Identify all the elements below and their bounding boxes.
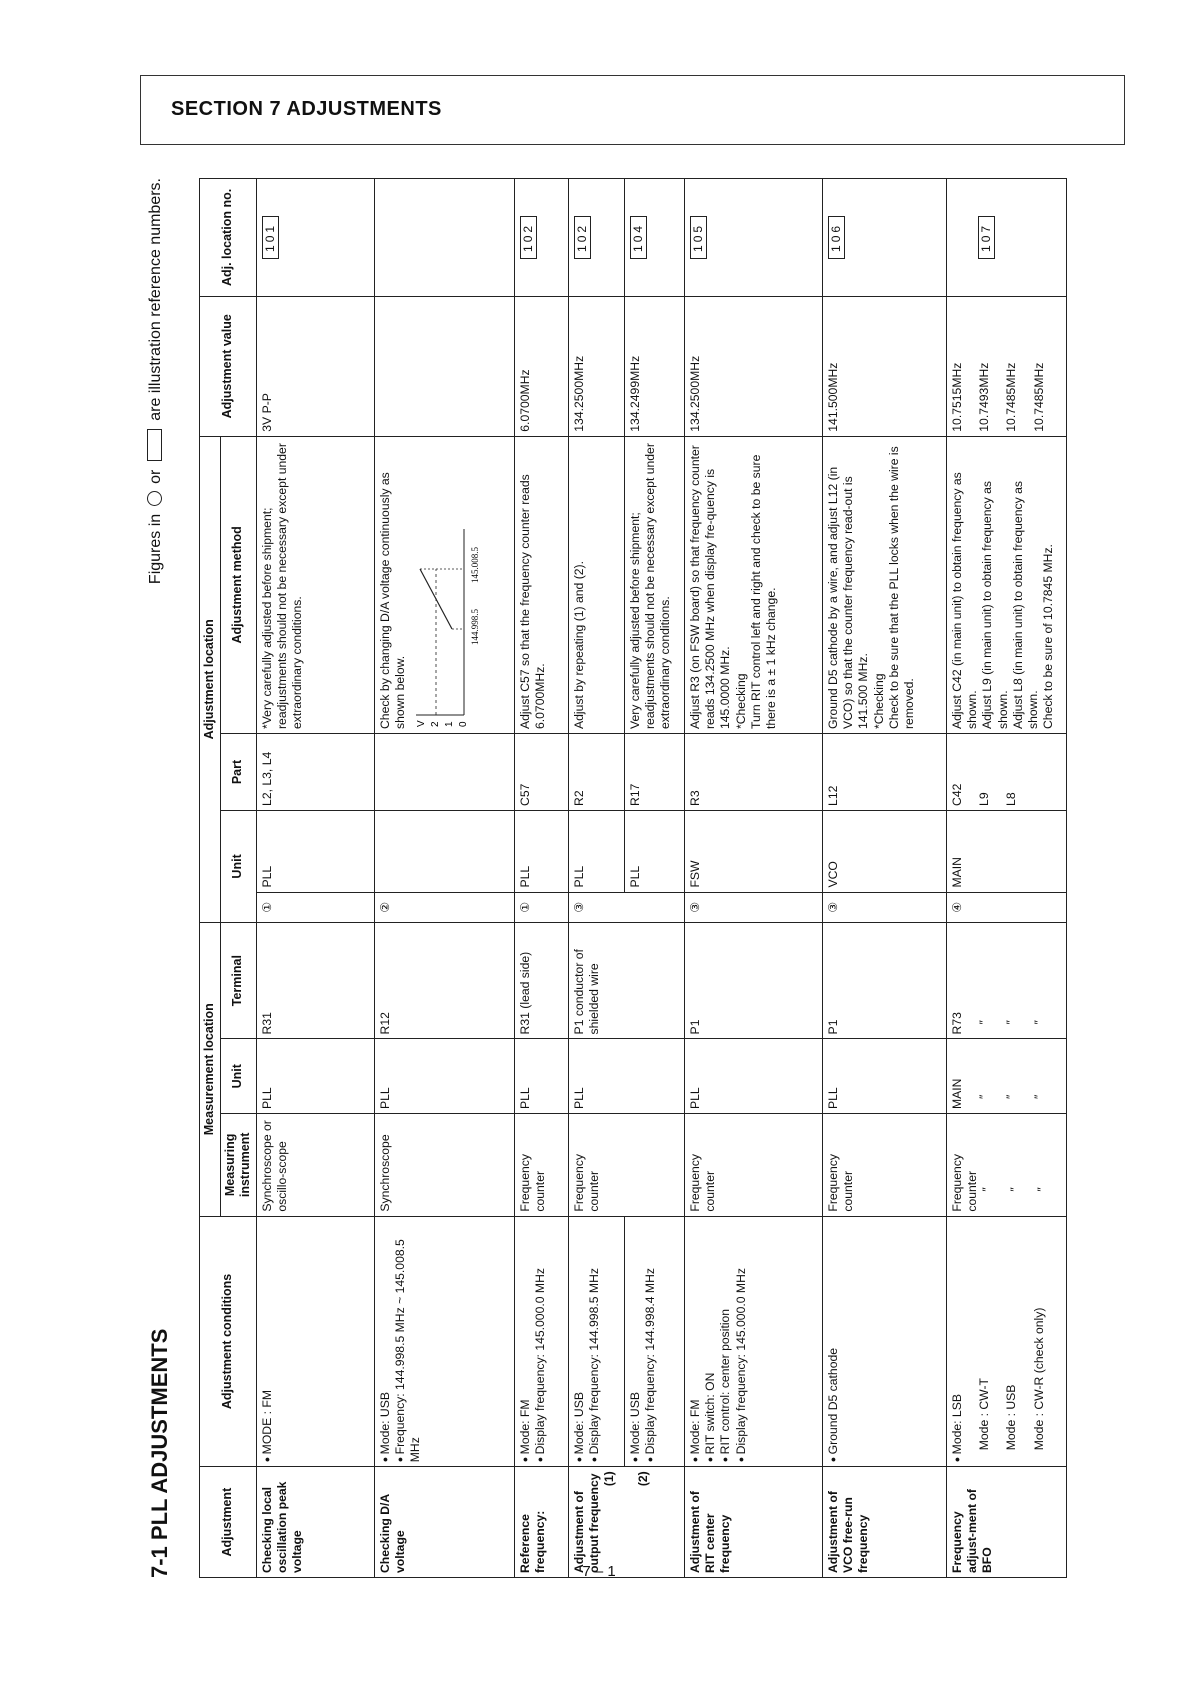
terminal: [946, 922, 1066, 1039]
value: 134.2499MHz: [624, 296, 684, 436]
method-text: Check by changing D/A voltage continuously as shown below.: [377, 472, 408, 730]
value: [374, 296, 514, 436]
terminal: R31: [256, 922, 374, 1039]
value: 141.500MHz: [822, 296, 946, 436]
value: 134.2500MHz: [568, 296, 624, 436]
adjust-unit: MAIN: [946, 810, 1066, 892]
ditto-mark: ″: [1031, 1020, 1046, 1025]
adj-no-cell: [568, 179, 624, 297]
condition: ● Display frequency: 145.000.0 MHz: [533, 1221, 548, 1463]
method: [374, 436, 514, 733]
graph-tick-0: 0: [458, 721, 470, 728]
measure-unit: PLL: [256, 1039, 374, 1114]
condition: ● RIT control: center position: [718, 1221, 733, 1463]
condition: ● MODE : FM: [260, 1221, 275, 1463]
adjustment-name: Adjustment of VCO free-run frequency: [822, 1467, 946, 1578]
condition: ● Ground D5 cathode: [826, 1221, 841, 1463]
graph-x-label-1: 144.998.5: [470, 609, 481, 646]
rotated-content: [147, 178, 1127, 1578]
condition: Mode : CW-R (check only): [1031, 1307, 1046, 1451]
table-row: [946, 179, 1066, 1578]
ditto-mark: ″: [1031, 1094, 1046, 1100]
adj-no-cell: [946, 179, 1066, 297]
col-method: Adjustment method: [220, 436, 256, 733]
col-adj-no: Adj. location no.: [200, 179, 257, 297]
adjust-unit: PLL: [624, 810, 684, 892]
conditions: [514, 1216, 568, 1467]
ditto-mark: ″: [1007, 1187, 1022, 1192]
measure-unit: PLL: [374, 1039, 514, 1114]
adjustment-name: Adjustment of RIT center frequency: [684, 1467, 822, 1578]
method-check-text: Check to be sure that the PLL locks when the wire is removed.: [886, 446, 917, 730]
method: *Very carefully adjusted before shipment; readjustments should not be necessary except under extraordinary conditions.: [256, 436, 374, 733]
value: 3V P-P: [256, 296, 374, 436]
adjustment-name: Reference frequency:: [514, 1467, 568, 1578]
conditions: [822, 1216, 946, 1467]
ditto-mark: ″: [980, 1187, 995, 1192]
circle-symbol-icon: [147, 491, 162, 506]
adjust-unit: PLL: [256, 810, 374, 892]
terminal: R31 (lead side): [514, 922, 568, 1039]
terminal: R12: [374, 922, 514, 1039]
col-m-unit: Unit: [220, 1039, 256, 1114]
part-text: L8: [1004, 792, 1019, 806]
terminal: P1 conductor of shielded wire: [568, 922, 684, 1039]
graph-x-label-2: 145.008.5: [470, 547, 481, 584]
method: Adjust by repeating (1) and (2).: [568, 436, 624, 733]
table-row: [256, 179, 374, 1578]
part: L12: [822, 734, 946, 811]
pll-adjustments-table: [199, 178, 1067, 1578]
graph-tick-2: 2: [430, 721, 442, 728]
conditions: [684, 1216, 822, 1467]
value-text: 10.7485MHz: [1004, 362, 1019, 432]
method: Very carefully adjusted before shipment; readjustments should not be necessary except under extraordinary conditions.: [624, 436, 684, 733]
col-conditions: Adjustment conditions: [200, 1216, 257, 1467]
condition: ● Mode: LSB: [950, 1221, 965, 1463]
part: R2: [568, 734, 624, 811]
method: [946, 436, 1066, 733]
condition: ● Display frequency: 144.998.5 MHz: [587, 1221, 602, 1463]
measure-unit: PLL: [684, 1039, 822, 1114]
adj-no-badge: 104: [630, 216, 647, 259]
method-text: Adjust L8 (in main unit) to obtain frequency as shown.: [1010, 481, 1041, 730]
col-adj-unit: Unit: [220, 810, 256, 922]
method-text: Check to be sure of 10.7845 MHz.: [1041, 544, 1056, 730]
col-measurement-location: Measurement location: [200, 922, 221, 1216]
ditto-mark: ″: [977, 1094, 992, 1100]
instrument: Frequency counter: [568, 1114, 684, 1217]
adj-no-badge: 102: [520, 216, 537, 259]
adj-no-cell: [822, 179, 946, 297]
circled-ref: ③: [684, 892, 822, 922]
adj-no-cell: [256, 179, 374, 297]
circled-ref: ④: [946, 892, 1066, 922]
instrument-text: Frequency counter: [949, 1154, 980, 1212]
condition: Mode : CW-T: [977, 1378, 992, 1451]
part-text: C42: [949, 783, 964, 806]
adj-no-cell: [684, 179, 822, 297]
col-terminal: Terminal: [220, 922, 256, 1039]
adj-no-cell: [624, 179, 684, 297]
adjust-unit: VCO: [822, 810, 946, 892]
table-row: [624, 179, 684, 1578]
ditto-mark: ″: [1034, 1187, 1049, 1192]
adj-no-badge: 106: [828, 216, 845, 259]
instrument: Frequency counter: [822, 1114, 946, 1217]
adj-no-cell: [374, 179, 514, 297]
adjustment-name: Checking local oscillation peak voltage: [256, 1467, 374, 1578]
part: [374, 734, 514, 811]
condition: ● RIT switch: ON: [703, 1221, 718, 1463]
circled-ref: ③: [568, 892, 684, 922]
box-symbol-icon: [147, 429, 162, 461]
adjust-unit: PLL: [568, 810, 624, 892]
method: [684, 436, 822, 733]
ditto-mark: ″: [977, 1020, 992, 1025]
subsection-title: 7-1 PLL ADJUSTMENTS: [147, 1328, 172, 1578]
method-check-text: Turn RIT control left and right and check to be sure there is a ± 1 kHz change.: [748, 454, 779, 730]
method-text: Ground D5 cathode by a wire, and adjust L12 (in VCO) so that the counter frequency read-out is 141.500 MHz.: [825, 466, 871, 730]
method: [822, 436, 946, 733]
circled-ref: ①: [256, 892, 374, 922]
table-row: [514, 179, 568, 1578]
reference-note: [147, 178, 165, 584]
condition: ● Mode: USB: [378, 1221, 393, 1463]
instrument: Frequency counter: [684, 1114, 822, 1217]
method-check-label: *Checking: [871, 673, 886, 730]
condition: ● Display frequency: 144.998.4 MHz: [643, 1221, 658, 1463]
part: L2, L3, L4: [256, 734, 374, 811]
method-text: Adjust L9 (in main unit) to obtain frequency as shown.: [980, 481, 1010, 730]
value: [946, 296, 1066, 436]
method: Adjust C57 so that the frequency counter reads 6.0700MHz.: [514, 436, 568, 733]
col-instrument: Measuring instrument: [220, 1114, 256, 1217]
part: C57: [514, 734, 568, 811]
col-adjustment: Adjustment: [200, 1467, 257, 1578]
adj-no-badge: 102: [574, 216, 591, 259]
condition: ● Frequency: 144.998.5 MHz ~ 145.008.5 MHz: [393, 1221, 424, 1463]
measure-unit: PLL: [568, 1039, 684, 1114]
value-text: 10.7485MHz: [1031, 362, 1046, 432]
table-row: [568, 179, 624, 1578]
terminal-text: R73: [949, 1012, 964, 1035]
measure-unit: PLL: [514, 1039, 568, 1114]
measure-unit: PLL: [822, 1039, 946, 1114]
sub-number: (1): [602, 1471, 617, 1487]
note-after: are illustration reference numbers.: [147, 178, 164, 421]
circled-ref: ②: [374, 892, 514, 922]
table-row: [374, 179, 514, 1578]
adjustment-name-text: Adjustment of output frequency: [571, 1473, 602, 1573]
ditto-mark: ″: [1004, 1094, 1019, 1100]
circled-ref: ①: [514, 892, 568, 922]
value: 134.2500MHz: [684, 296, 822, 436]
circled-ref: ③: [822, 892, 946, 922]
adjustment-name: Checking D/A voltage: [374, 1467, 514, 1578]
instrument: Frequency counter: [514, 1114, 568, 1217]
section-header-box: [140, 75, 1125, 145]
adj-no-badge: 105: [690, 216, 707, 259]
adjust-unit: PLL: [514, 810, 568, 892]
adjust-unit: [374, 810, 514, 892]
note-before: Figures in: [147, 513, 164, 585]
section-title: SECTION 7 ADJUSTMENTS: [171, 98, 442, 120]
col-value: Adjustment value: [200, 296, 257, 436]
method-text: Adjust R3 (on FSW board) so that frequency counter reads 134.2500 MHz when display fre-quency is 145.0000 MHz.: [687, 445, 733, 730]
instrument: Synchroscope or oscillo-scope: [256, 1114, 374, 1217]
adjust-unit: FSW: [684, 810, 822, 892]
note-middle: or: [147, 469, 164, 484]
part: R3: [684, 734, 822, 811]
value: 6.0700MHz: [514, 296, 568, 436]
conditions: [374, 1216, 514, 1467]
adj-no-badge: 107: [978, 216, 995, 259]
graph-axis-v: V: [416, 720, 428, 728]
table-row: [684, 179, 822, 1578]
value-text: 10.7515MHz: [949, 362, 964, 432]
adj-no-cell: [514, 179, 568, 297]
conditions: [568, 1216, 624, 1467]
measure-unit: [946, 1039, 1066, 1114]
adj-no-badge: 101: [262, 216, 279, 259]
col-adjustment-location: Adjustment location: [200, 436, 221, 922]
conditions: [946, 1216, 1066, 1467]
table-row: [822, 179, 946, 1578]
terminal: P1: [684, 922, 822, 1039]
sub-number: (2): [635, 1471, 650, 1487]
condition: Mode : USB: [1004, 1384, 1019, 1451]
measure-unit-text: MAIN: [949, 1078, 964, 1110]
method-text: Adjust C42 (in main unit) to obtain frequency as shown.: [949, 472, 980, 730]
instrument: Synchroscope: [374, 1114, 514, 1217]
terminal: P1: [822, 922, 946, 1039]
condition: ● Mode: FM: [688, 1221, 703, 1463]
ditto-mark: ″: [1004, 1020, 1019, 1025]
condition: ● Mode: FM: [518, 1221, 533, 1463]
method-check-label: *Checking: [733, 673, 748, 730]
part-text: L9: [977, 792, 992, 806]
part: R17: [624, 734, 684, 811]
part: [946, 734, 1066, 811]
graph-slope-line: [420, 569, 452, 629]
condition: ● Display frequency: 145.000.0 MHz: [734, 1221, 749, 1463]
condition: ● Mode: USB: [628, 1221, 643, 1463]
conditions: [256, 1216, 374, 1467]
graph-tick-1: 1: [444, 721, 456, 728]
da-voltage-graph: [412, 489, 484, 729]
condition: ● Mode: USB: [572, 1221, 587, 1463]
page-number: 7 – 1: [582, 1563, 616, 1580]
col-part: Part: [220, 734, 256, 811]
adjustment-name: Frequency adjust-ment of BFO: [946, 1467, 1066, 1578]
value-text: 10.7493MHz: [977, 362, 992, 432]
instrument: [946, 1114, 1066, 1217]
conditions: [624, 1216, 684, 1467]
adjustment-name: [568, 1467, 684, 1578]
